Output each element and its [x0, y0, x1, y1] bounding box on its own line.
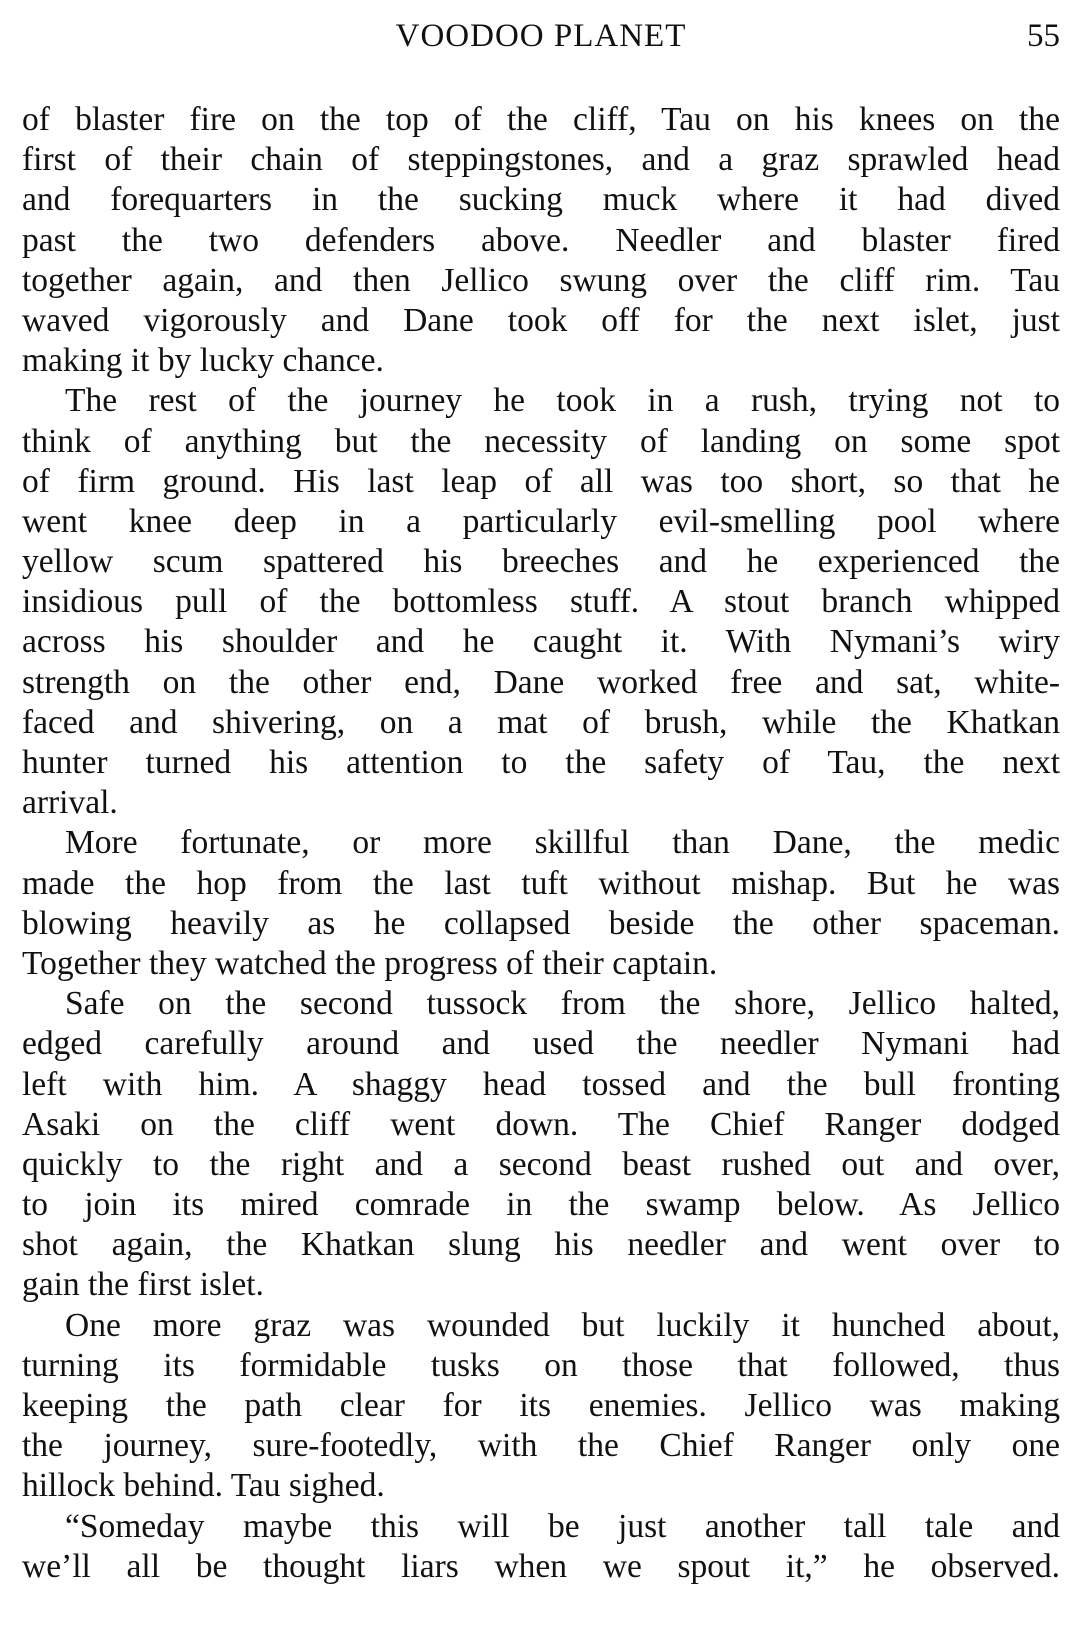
running-head — [22, 14, 1060, 58]
text-line: went knee deep in a particularly evil-smelling pool where — [22, 502, 1060, 540]
body-text — [22, 100, 1060, 1587]
text-line: together again, and then Jellico swung over the cliff rim. Tau — [22, 261, 1060, 299]
paragraph — [22, 984, 1060, 1306]
text-line: hunter turned his attention to the safety of Tau, the next — [22, 744, 1060, 781]
text-line: yellow scum spattered his breeches and he experienced the — [22, 543, 1060, 581]
text-line: made the hop from the last tuft without mishap. But he was — [22, 864, 1060, 902]
text-line: edged carefully around and used the needler Nymani had — [22, 1025, 1060, 1063]
text-line: The rest of the journey he took in a rush, trying not to — [65, 382, 1060, 420]
text-line: strength on the other end, Dane worked free and sat, white- — [22, 663, 1060, 701]
running-title: VOODOO PLANET — [395, 18, 687, 54]
paragraph — [22, 100, 1060, 381]
paragraph — [22, 1507, 1060, 1587]
text-line: More fortunate, or more skillful than Dane, the medic — [65, 824, 1060, 862]
text-line: keeping the path clear for its enemies. Jellico was making — [22, 1387, 1060, 1424]
text-line: left with him. A shaggy head tossed and the bull fronting — [22, 1065, 1060, 1103]
text-line: waved vigorously and Dane took off for the next islet, just — [22, 301, 1060, 339]
text-line: first of their chain of steppingstones, and a graz sprawled head — [22, 141, 1060, 179]
text-line: of blaster fire on the top of the cliff, Tau on his knees on the — [22, 101, 1060, 138]
text-line: making it by lucky chance. — [22, 342, 384, 380]
paragraph — [22, 381, 1060, 823]
text-line: turning its formidable tusks on those that followed, thus — [22, 1346, 1060, 1384]
text-line: blowing heavily as he collapsed beside the other spaceman. — [22, 904, 1060, 942]
text-line: arrival. — [22, 784, 118, 822]
text-line: hillock behind. Tau sighed. — [22, 1467, 385, 1505]
text-line: One more graz was wounded but luckily it hunched about, — [65, 1306, 1060, 1344]
text-line: gain the first islet. — [22, 1266, 264, 1304]
text-line: and forequarters in the sucking muck where it had dived — [22, 181, 1060, 219]
text-line: past the two defenders above. Needler and blaster fired — [22, 221, 1060, 259]
page-number: 55 — [1027, 18, 1060, 54]
text-line: Asaki on the cliff went down. The Chief Ranger dodged — [22, 1105, 1060, 1143]
text-line: shot again, the Khatkan slung his needler and went over to — [22, 1226, 1060, 1264]
text-line: Safe on the second tussock from the shore, Jellico halted, — [65, 985, 1060, 1023]
text-line: “Someday maybe this will be just another tall tale and — [65, 1507, 1060, 1545]
paragraph — [22, 823, 1060, 984]
text-line: of firm ground. His last leap of all was too short, so that he — [22, 462, 1060, 500]
text-line: Together they watched the progress of their captain. — [22, 944, 718, 982]
text-line: the journey, sure-footedly, with the Chief Ranger only one — [22, 1427, 1060, 1465]
text-line: think of anything but the necessity of landing on some spot — [22, 422, 1060, 460]
text-line: faced and shivering, on a mat of brush, while the Khatkan — [22, 703, 1060, 741]
text-line: we’ll all be thought liars when we spout it,” he observed. — [22, 1547, 1060, 1585]
text-line: to join its mired comrade in the swamp below. As Jellico — [22, 1186, 1060, 1224]
paragraph — [22, 1306, 1060, 1507]
text-line: insidious pull of the bottomless stuff. A stout branch whipped — [22, 583, 1060, 621]
text-line: across his shoulder and he caught it. With Nymani’s wiry — [22, 623, 1060, 661]
text-line: quickly to the right and a second beast rushed out and over, — [22, 1145, 1060, 1183]
